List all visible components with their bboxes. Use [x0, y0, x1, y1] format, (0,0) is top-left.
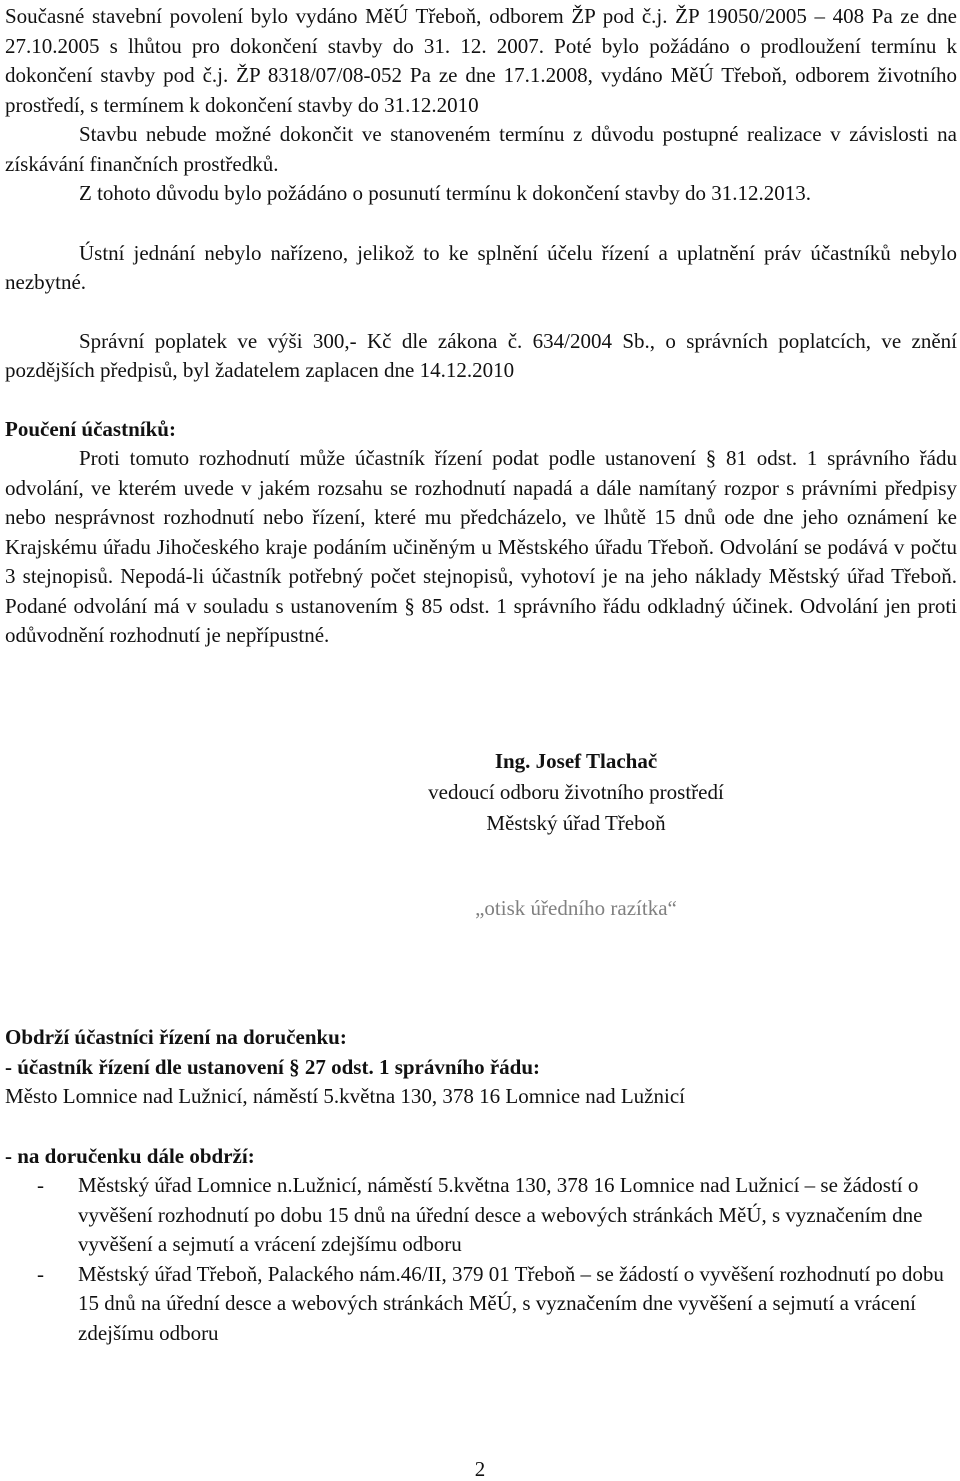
- recipients-subheading: - účastník řízení dle ustanovení § 27 odst. 1 správního řádu:: [5, 1054, 540, 1079]
- signatory-name: Ing. Josef Tlachač: [494, 748, 658, 773]
- list-dash: -: [37, 1173, 44, 1197]
- fee-paragraph: Správní poplatek ve výši 300,- Kč dle zákona č. 634/2004 Sb., o správních poplatcích, ve znění pozdějších předpisů, byl žadatelem zaplacen dne 14.12.2010: [5, 328, 957, 382]
- list-item: [5, 1171, 957, 1260]
- signatory-office: Městský úřad Třeboň: [486, 810, 666, 835]
- list-dash: -: [37, 1261, 44, 1286]
- permit-history-paragraph: Současné stavební povolení bylo vydáno MěÚ Třeboň, odborem ŽP pod č.j. ŽP 19050/2005 – 408 Pa ze dne 27.10.2005 s lhůtou pro dokončení stavby do 31. 12. 2007. Poté bylo požádáno o prodloužení termínu k dokončení stavby pod č.j. ŽP 8318/07/08-052 Pa ze dne 17.1.2008, vydáno MěÚ Třeboň, odborem životního prostředí, s termínem k dokončení stavby do 31.12.2010: [5, 4, 957, 117]
- list-item-text: Městský úřad Lomnice n.Lužnicí, náměstí 5.května 130, 378 16 Lomnice nad Lužnicí – se žádostí o vyvěšení rozhodnutí po dobu 15 dnů na úřední desce a webových stránkách MěÚ, s vyznačením dne vyvěšení a sejmutí a vrácení zdejšímu odboru: [78, 1173, 923, 1256]
- document-body: [5, 2, 957, 1348]
- instruction-heading: Poučení účastníků:: [5, 416, 176, 441]
- signatory-role: vedoucí odboru životního prostředí: [428, 779, 724, 804]
- extension-request-paragraph: Z tohoto důvodu bylo požádáno o posunutí termínu k dokončení stavby do 31.12.2013.: [79, 181, 812, 205]
- delay-reason-paragraph: Stavbu nebude možné dokončit ve stanoveném termínu z důvodu postupné realizace v závislosti na získávání finančních prostředků.: [5, 122, 957, 176]
- party-address: Město Lomnice nad Lužnicí, náměstí 5.května 130, 378 16 Lomnice nad Lužnicí: [5, 1084, 685, 1108]
- list-item-text: Městský úřad Třeboň, Palackého nám.46/II, 379 01 Třeboň – se žádostí o vyvěšení rozhodnutí po dobu 15 dnů na úřední desce a webových stránkách MěÚ, s vyznačením dne vyvěšení a sejmutí a vrácení zdejšímu odboru: [78, 1261, 944, 1345]
- recipients-section: [5, 1023, 957, 1348]
- oral-hearing-paragraph: Ústní jednání nebylo nařízeno, jelikož to ke splnění účelu řízení a uplatnění práv účastníků nebylo nezbytné.: [5, 240, 957, 294]
- list-item: [5, 1260, 957, 1349]
- stamp-placeholder: „otisk úředního razítka“: [475, 895, 677, 920]
- signature-block: [195, 746, 957, 839]
- page-number: 2: [474, 1457, 486, 1481]
- also-receives-heading: - na doručenku dále obdrží:: [5, 1143, 255, 1168]
- recipients-heading: Obdrží účastníci řízení na doručenku:: [5, 1025, 347, 1049]
- instruction-paragraph: Proti tomuto rozhodnutí může účastník řízení podat podle ustanovení § 81 odst. 1 správního řádu odvolání, ve kterém uvede v jakém rozsahu se rozhodnutí napadá a dále namítaný rozpor s právními předpisy nebo nesprávnost rozhodnutí nebo řízení, které mu předcházelo, ve lhůtě 15 dnů ode dne jeho oznámení ke Krajskému úřadu Jihočeského kraje podáním učiněným u Městského úřadu Třeboň. Odvolání se podává v počtu 3 stejnopisů. Nepodá-li účastník potřebný počet stejnopisů, vyhotoví je na jeho náklady Městský úřad Třeboň. Podané odvolání má v souladu s ustanovením § 85 odst. 1 správního řádu odkladný účinek. Odvolání jen proti odůvodnění rozhodnutí je nepřípustné.: [5, 446, 957, 647]
